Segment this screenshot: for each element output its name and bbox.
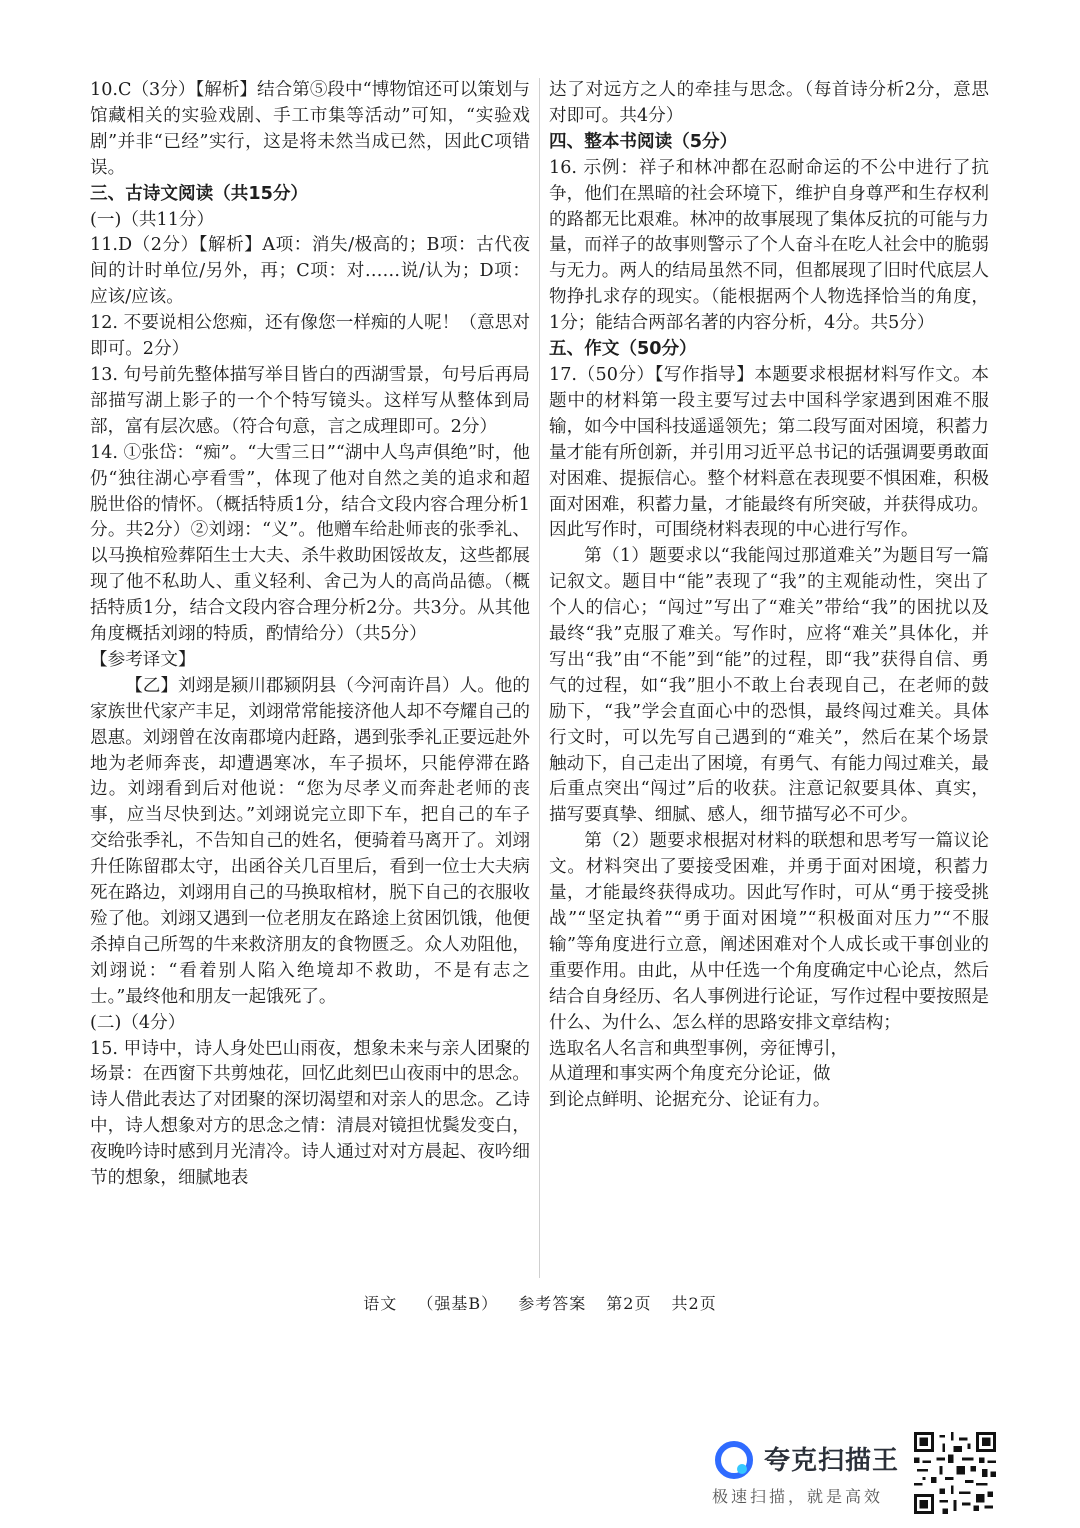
paragraph: (二)（4分） xyxy=(90,1012,186,1033)
section-heading: 三、古诗文阅读（共15分） xyxy=(90,183,309,204)
paragraph: 【乙】刘翊是颍川郡颍阴县（今河南许昌）人。他的家族世代家产丰足，刘翊常常能接济他人却不夸耀自己的恩惠。刘翊曾在汝南郡境内赶路，遇到张季礼正要远赴外地为老师奔丧，却遭遇寒冰，车子损坏，只能停滞在路边。刘翊看到后对他说：“您为尽孝义而奔赴老师的丧事，应当尽快到达。”刘翊说完立即下车，把自己的车子交给张季礼，不告知自己的姓名，便骑着马离开了。刘翊升任陈留郡太守，出函谷关几百里后，看到一位士大夫病死在路边，刘翊用自己的马换取棺材，脱下自己的衣服收殓了他。刘翊又遇到一位老朋友在路途上贫困饥饿，他便杀掉自己所驾的牛来救济朋友的食物匮乏。众人劝阻他，刘翊说：“看着别人陷入绝境却不救助，不是有志之士。”最终他和朋友一起饿死了。 xyxy=(90,675,530,1007)
brand-name: 夸克扫描王 xyxy=(764,1446,900,1476)
paragraph: 12. 不要说相公您痴，还有像您一样痴的人呢！（意思对即可。2分） xyxy=(90,313,530,360)
paragraph: 到论点鲜明、论据充分、论证有力。 xyxy=(549,1090,831,1111)
paragraph: 第（1）题要求以“我能闯过那道难关”为题目写一篇记叙文。题目中“能”表现了“我”的主观能动性，突出了个人的信心；“闯过”写出了“难关”带给“我”的困扰以及最终“我”克服了难关。写作时，应将“难关”具体化，并写出“我”由“不能”到“能”的过程，即“我”获得自信、勇气的过程，如“我”胆小不敢上台表现自己，在老师的鼓励下，“我”学会直面心中的恐惧，最终闯过难关。具体行文时，可以先写自己遇到的“难关”，然后在某个场景触动下，自己走出了困境，有勇气、有能力闯过难关，最后重点突出“闯过”后的收获。注意记叙要具体、真实，描写要真挚、细腻、感人，细节描写必不可少。 xyxy=(549,546,989,826)
qr-code-icon xyxy=(914,1432,996,1514)
paragraph: 从道理和事实两个角度充分论证，做 xyxy=(549,1064,831,1085)
page-footer: 语文 （强基B） 参考答案 第2页 共2页 xyxy=(363,1294,717,1313)
left-column xyxy=(90,78,530,1192)
right-column xyxy=(549,78,989,1114)
section-heading: 五、作文（50分） xyxy=(549,339,697,360)
quark-logo-icon xyxy=(714,1440,754,1480)
paragraph: (一)（共11分） xyxy=(90,209,215,230)
paragraph: 第（2）题要求根据对材料的联想和思考写一篇议论文。材料突出了要接受困难，并勇于面对困境，积蓄力量，才能最终获得成功。因此写作时，可从“勇于接受挑战”“坚定执着”“勇于面对困境”“积极面对压力”“不服输”等角度进行立意，阐述困难对个人成长或干事创业的重要作用。由此，从中任选一个角度确定中心论点，然后结合自身经历、名人事例进行论证，写作过程中要按照是什么、为什么、怎么样的思路安排文章结构； xyxy=(549,831,989,1033)
paragraph: 17.（50分）【写作指导】本题要求根据材料写作文。本题中的材料第一段主要写过去中国科学家遇到困难不服输，如今中国科技遥遥领先；第二段写面对困境，积蓄力量才能有所创新，并引用习近平总书记的话强调要勇敢面对困难、提振信心。整个材料意在表现要不惧困难，积极面对困难，积蓄力量，才能最终有所突破，并获得成功。因此写作时，可围绕材料表现的中心进行写作。 xyxy=(549,364,989,541)
paragraph: 14. ①张岱：“痴”。“大雪三日”“湖中人鸟声俱绝”时，他仍“独往湖心亭看雪”，体现了他对自然之美的追求和超脱世俗的情怀。（概括特质1分，结合文段内容合理分析1分。共2分）②刘翊：“义”。他赠车给赴师丧的张季礼、以马换棺殓葬陌生士大夫、杀牛救助困馁故友，这些都展现了他不私助人、重义轻利、舍己为人的高尚品德。（概括特质1分，结合文段内容合理分析2分。共3分。从其他角度概括刘翊的特质，酌情给分）（共5分） xyxy=(90,442,530,645)
paragraph: 15. 甲诗中，诗人身处巴山雨夜，想象未来与亲人团聚的场景：在西窗下共剪烛花，回忆此刻巴山夜雨中的思念。诗人借此表达了对团聚的深切渴望和对亲人的思念。乙诗中，诗人想象对方的思念之情：清晨对镜担忧鬓发变白，夜晚吟诗时感到月光清冷。诗人通过对对方晨起、夜吟细节的想象，细腻地表 xyxy=(90,1038,530,1189)
brand-slogan: 极速扫描，就是高效 xyxy=(712,1487,884,1506)
paragraph: 【参考译文】 xyxy=(90,649,196,670)
paragraph: 13. 句号前先整体描写举目皆白的西湖雪景，句号后再局部描写湖上影子的一个个特写镜头。这样写从整体到局部，富有层次感。（符合句意，言之成理即可。2分） xyxy=(90,364,530,437)
section-heading: 四、整本书阅读（5分） xyxy=(549,131,738,152)
paragraph: 达了对远方之人的牵挂与思念。（每首诗分析2分，意思对即可。共4分） xyxy=(549,80,989,126)
paragraph: 11.D（2分）【解析】A项：消失/极高的；B项：古代夜间的计时单位/另外，再；C项：对……说/认为；D项：应该/应该。 xyxy=(90,235,530,308)
paragraph: 选取名人名言和典型事例，旁征博引， xyxy=(549,1038,849,1059)
paragraph: 10.C（3分）【解析】结合第⑤段中“博物馆还可以策划与馆藏相关的实验戏剧、手工市集等活动”可知，“实验戏剧”并非“已经”实行，这是将未然当成已然，因此C项错误。 xyxy=(90,80,530,178)
column-divider xyxy=(539,78,540,1278)
paragraph: 16. 示例：祥子和林冲都在忍耐命运的不公中进行了抗争，他们在黑暗的社会环境下，维护自身尊严和生存权利的路都无比艰难。林冲的故事展现了集体反抗的可能与力量，而祥子的故事则警示了个人奋斗在吃人社会中的脆弱与无力。两人的结局虽然不同，但都展现了旧时代底层人物挣扎求存的现实。（能根据两个人物选择恰当的角度，1分；能结合两部名著的内容分析，4分。共5分） xyxy=(549,157,989,334)
